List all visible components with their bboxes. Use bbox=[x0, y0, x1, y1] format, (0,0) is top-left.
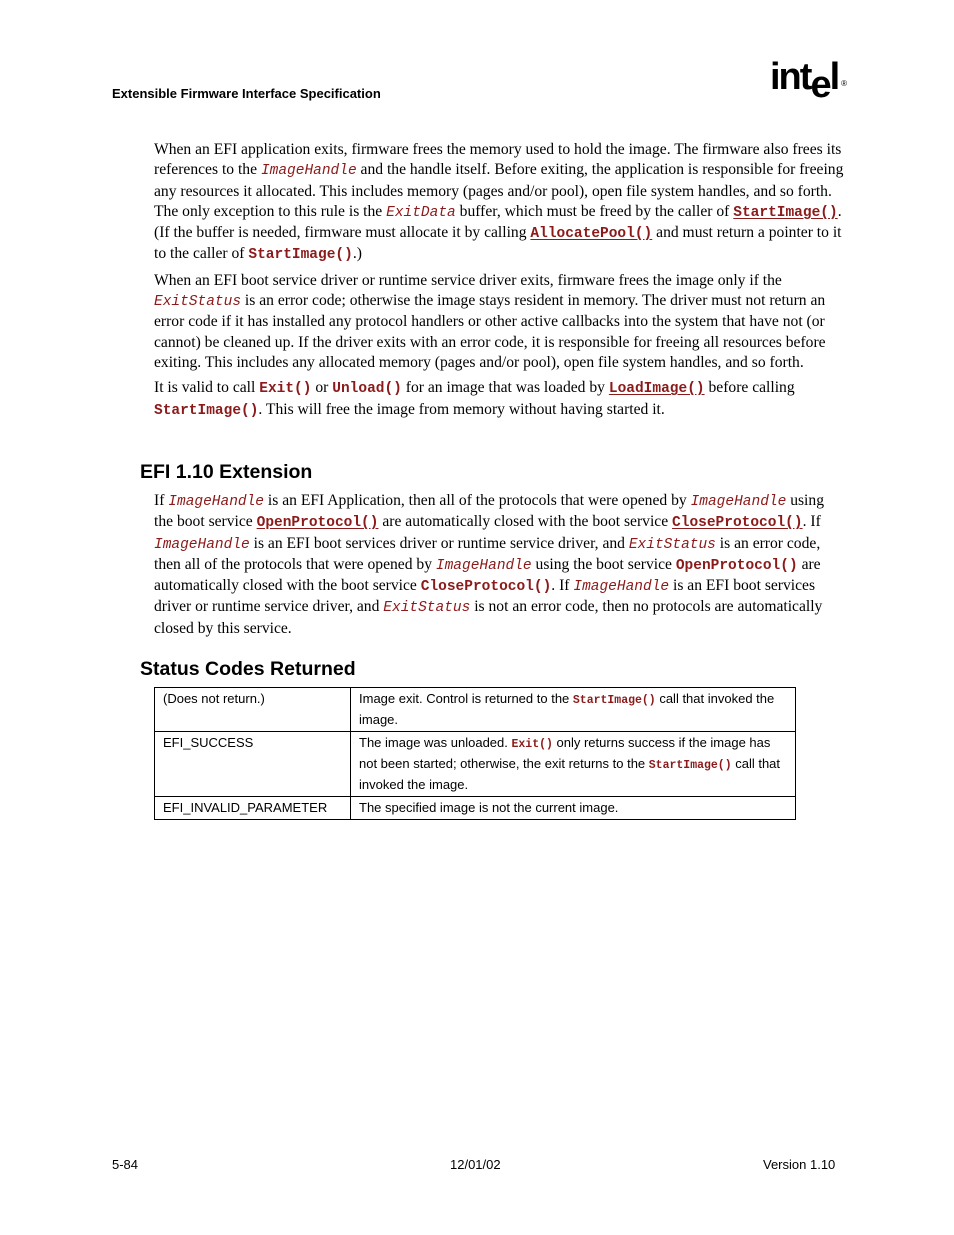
param-image-handle: ImageHandle bbox=[435, 557, 532, 574]
text-run: call that invoked the image. bbox=[359, 691, 775, 727]
logo-registered-mark: ® bbox=[841, 79, 846, 88]
intel-logo bbox=[770, 56, 846, 106]
text-run: . (If the buffer is needed, firmware must allocate it by calling bbox=[154, 202, 842, 242]
function-unload: Unload() bbox=[332, 381, 402, 398]
text-run: call that invoked the image. bbox=[359, 756, 781, 792]
status-codes-table bbox=[154, 687, 796, 820]
status-code-cell: EFI_SUCCESS bbox=[155, 732, 351, 797]
param-exit-data: ExitData bbox=[386, 204, 456, 221]
text-run: is an error code, then all of the protocols that were opened by bbox=[154, 534, 821, 573]
link-start-image[interactable]: StartImage() bbox=[733, 204, 838, 221]
function-start-image: StartImage() bbox=[154, 402, 259, 419]
status-code-cell: (Does not return.) bbox=[155, 688, 351, 732]
table-row bbox=[155, 732, 796, 797]
text-run: . This will free the image from memory without having started it. bbox=[258, 400, 665, 418]
function-exit: Exit() bbox=[511, 738, 553, 751]
text-run: or bbox=[311, 379, 333, 397]
logo-text-int: int bbox=[770, 56, 811, 98]
text-run: buffer, which must be freed by the caller of bbox=[455, 202, 734, 220]
logo-text-l: l bbox=[829, 56, 839, 98]
text-run: is an error code; otherwise the image stays resident in memory. The driver must not return an error code if it has installed any protocol handlers or other active callbacks into the system that have not (or cannot) be cleaned up. If the driver exits with an error code, it is responsible for freeing all resources before exiting. This includes any allocated memory (pages and/or pool), open file system handles, and so forth. bbox=[154, 292, 826, 371]
text-run: is an EFI Application, then all of the protocols that were opened by bbox=[264, 492, 691, 509]
paragraph-application-exit bbox=[154, 140, 844, 266]
footer-version: Version 1.10 bbox=[763, 1157, 836, 1172]
text-run: .) bbox=[352, 245, 362, 263]
param-image-handle: ImageHandle bbox=[573, 579, 670, 596]
text-run: is an EFI boot services driver or runtime service driver, and bbox=[154, 577, 816, 616]
text-run: before calling bbox=[704, 379, 795, 397]
text-run: only returns success if the image has not been started; otherwise, the exit returns to the bbox=[359, 735, 771, 771]
paragraph-extension bbox=[154, 491, 844, 639]
status-description-cell: The specified image is not the current image. bbox=[351, 797, 796, 820]
status-description-cell bbox=[351, 732, 796, 797]
body-text-extension bbox=[154, 491, 844, 644]
function-start-image: StartImage() bbox=[248, 247, 353, 264]
param-exit-status: ExitStatus bbox=[628, 536, 716, 553]
table-row bbox=[155, 797, 796, 820]
paragraph-exit-unload bbox=[154, 378, 844, 421]
logo-text-e: e bbox=[810, 64, 830, 106]
text-run: . If bbox=[802, 513, 821, 531]
link-close-protocol[interactable]: CloseProtocol() bbox=[672, 515, 803, 532]
text-run: using the boot service bbox=[531, 555, 676, 573]
text-run: is an EFI boot services driver or runtime service driver, and bbox=[249, 534, 629, 552]
link-open-protocol[interactable]: OpenProtocol() bbox=[256, 515, 379, 532]
text-run: When an EFI application exits, firmware frees the memory used to hold the image. The firmware also frees its references to the bbox=[154, 141, 842, 179]
text-run: The image was unloaded. bbox=[359, 735, 512, 750]
table-row bbox=[155, 688, 796, 732]
text-run: for an image that was loaded by bbox=[401, 379, 609, 397]
body-text-intro bbox=[154, 140, 844, 426]
status-code-cell: EFI_INVALID_PARAMETER bbox=[155, 797, 351, 820]
text-run: are automatically closed with the boot service bbox=[154, 555, 821, 595]
document-title: Extensible Firmware Interface Specification bbox=[112, 86, 381, 101]
function-exit: Exit() bbox=[259, 381, 312, 398]
paragraph-driver-exit bbox=[154, 271, 844, 373]
param-exit-status: ExitStatus bbox=[154, 294, 242, 311]
link-allocate-pool[interactable]: AllocatePool() bbox=[530, 226, 653, 243]
text-run: is not an error code, then no protocols are automatically closed by this service. bbox=[154, 598, 823, 637]
text-run: and the handle itself. Before exiting, the application is responsible for freeing any resources it allocated. This includes memory (pages and/or pool), open file system handles, and so forth. The only exception to this rule is the bbox=[154, 161, 844, 220]
function-open-protocol: OpenProtocol() bbox=[675, 557, 798, 574]
section-heading-efi-extension: EFI 1.10 Extension bbox=[140, 461, 313, 483]
text-run: If bbox=[154, 492, 169, 509]
page-number: 5-84 bbox=[112, 1157, 139, 1172]
text-run: are automatically closed with the boot service bbox=[378, 513, 673, 531]
function-start-image: StartImage() bbox=[572, 694, 656, 707]
param-image-handle: ImageHandle bbox=[154, 536, 250, 553]
text-run: using the boot service bbox=[154, 492, 824, 531]
link-load-image[interactable]: LoadImage() bbox=[608, 381, 705, 398]
param-exit-status: ExitStatus bbox=[383, 600, 471, 617]
text-run: and must return a pointer to it to the caller of bbox=[154, 224, 842, 263]
function-start-image: StartImage() bbox=[648, 759, 732, 772]
function-close-protocol: CloseProtocol() bbox=[420, 579, 552, 596]
param-image-handle: ImageHandle bbox=[168, 494, 265, 510]
text-run: When an EFI boot service driver or runtime service driver exits, firmware frees the image only if the bbox=[154, 271, 782, 289]
text-run: It is valid to call bbox=[154, 379, 260, 397]
param-image-handle: ImageHandle bbox=[260, 163, 357, 180]
text-run: Image exit. Control is returned to the bbox=[359, 691, 573, 706]
section-heading-status-codes: Status Codes Returned bbox=[140, 658, 356, 680]
param-image-handle: ImageHandle bbox=[690, 494, 787, 510]
footer-date: 12/01/02 bbox=[450, 1157, 501, 1172]
text-run: . If bbox=[551, 577, 574, 595]
status-description-cell bbox=[351, 688, 796, 732]
